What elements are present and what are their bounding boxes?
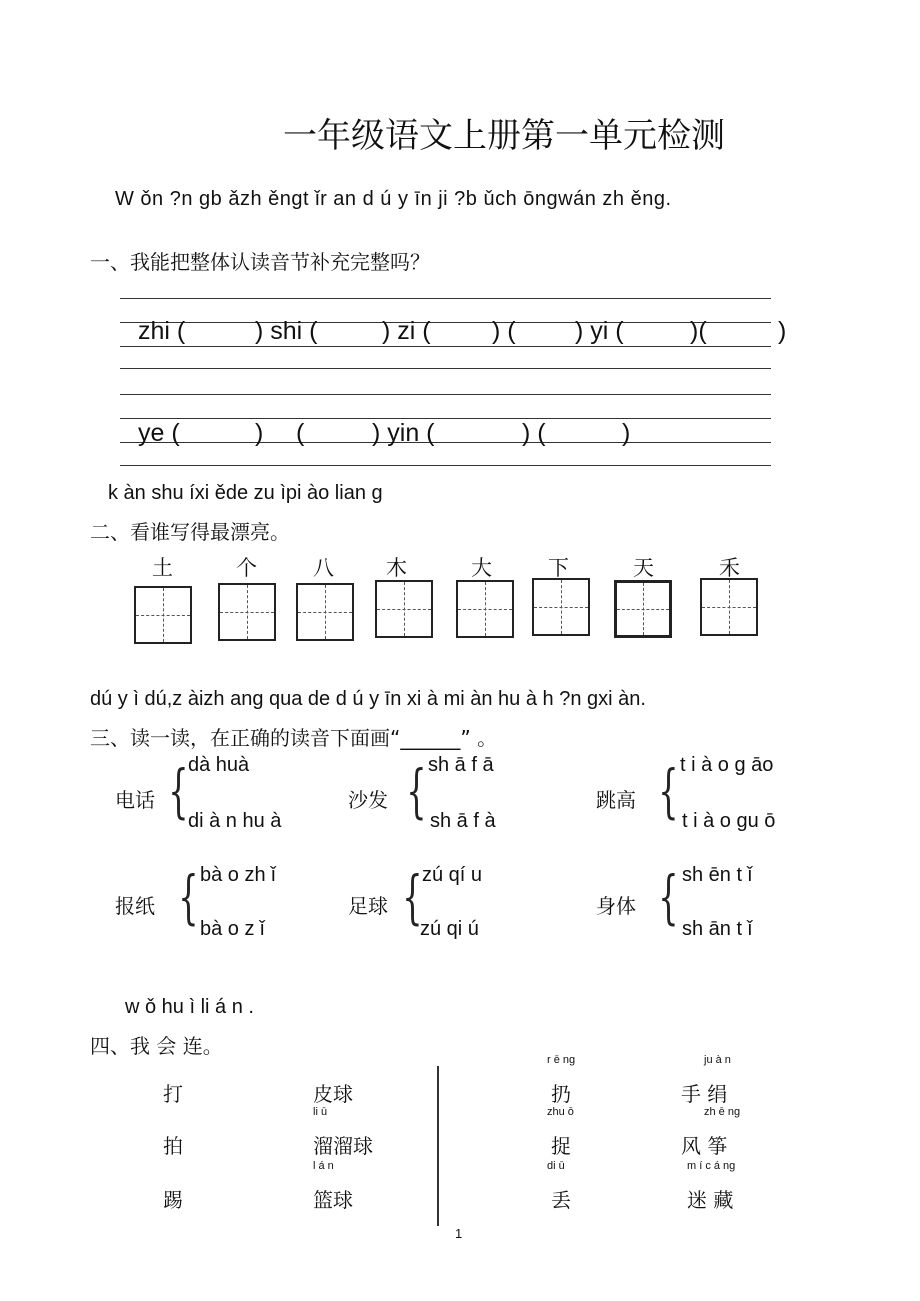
verb-item[interactable]: 扔 xyxy=(551,1082,571,1106)
section-4-heading: 四、我 会 连。 xyxy=(90,1034,223,1058)
noun-item[interactable]: 溜溜球 xyxy=(313,1134,373,1158)
noun-item[interactable]: 皮球 xyxy=(313,1082,353,1106)
model-character: 木 xyxy=(386,556,407,580)
syllable-blank: ye ( xyxy=(138,419,180,447)
syllable-blank: ) shi ( xyxy=(255,317,318,345)
pinyin-annotation: zh ē ng xyxy=(704,1106,741,1118)
word-item: 足球 xyxy=(348,894,388,918)
pinyin-annotation: zhu ō xyxy=(547,1106,574,1118)
section-2-heading: 二、看谁写得最漂亮。 xyxy=(90,520,290,544)
pinyin-option[interactable]: sh ān t ǐ xyxy=(682,918,753,940)
section-1-heading: 一、我能把整体认读音节补充完整吗？ xyxy=(90,250,430,274)
pinyin-option[interactable]: zú qi ú xyxy=(420,918,479,940)
divider-line xyxy=(437,1066,439,1226)
verb-item[interactable]: 打 xyxy=(163,1082,183,1106)
pinyin-option[interactable]: di à n hu à xyxy=(188,810,282,832)
model-character: 禾 xyxy=(719,556,740,580)
pinyin-instruction-4: w ǒ hu ì li á n . xyxy=(125,996,254,1018)
word-item: 跳高 xyxy=(596,788,636,812)
syllable-blank: ) yin ( xyxy=(372,419,435,447)
verb-item[interactable]: 捉 xyxy=(551,1134,571,1158)
pinyin-option[interactable]: t i à o g āo xyxy=(680,754,774,776)
syllable-blank: ) xyxy=(778,317,787,345)
page-title: 一年级语文上册第一单元检测 xyxy=(283,116,725,156)
syllable-blank: ) ( xyxy=(522,419,546,447)
model-character: 土 xyxy=(152,556,173,580)
writing-grid-box[interactable] xyxy=(375,580,433,638)
syllable-blank: ) xyxy=(255,419,264,447)
syllable-blank: ) zi ( xyxy=(382,317,431,345)
syllable-blank: ) xyxy=(622,419,631,447)
pinyin-option[interactable]: t i à o gu ō xyxy=(682,810,776,832)
writing-line xyxy=(120,465,771,466)
pinyin-option[interactable]: sh ā f ā xyxy=(428,754,494,776)
section-3-heading: 三、读一读，在正确的读音下面画“______” 。 xyxy=(90,726,498,750)
model-character: 天 xyxy=(633,556,654,580)
word-item: 电话 xyxy=(115,788,155,812)
writing-grid-box[interactable] xyxy=(134,586,192,644)
syllable-blank: zhi ( xyxy=(138,317,186,345)
pinyin-annotation: li ū xyxy=(313,1106,328,1118)
word-item: 报纸 xyxy=(115,894,155,918)
syllable-blank: ) yi ( xyxy=(575,317,624,345)
writing-line xyxy=(120,368,771,369)
model-character: 大 xyxy=(471,556,492,580)
brace-icon: { xyxy=(402,863,423,931)
writing-grid-box[interactable] xyxy=(532,578,590,636)
syllable-blank: ) ( xyxy=(492,317,516,345)
pinyin-instruction-3: dú y ì dú,z àizh ang qua de d ú y īn xi à mi àn hu à h ?n ɡxi àn. xyxy=(90,688,646,710)
pinyin-option[interactable]: sh ēn t ǐ xyxy=(682,864,753,886)
word-item: 沙发 xyxy=(348,788,388,812)
page-number: 1 xyxy=(455,1226,463,1241)
writing-grid-box[interactable] xyxy=(456,580,514,638)
pinyin-option[interactable]: bà o zh ǐ xyxy=(200,864,276,886)
model-character: 下 xyxy=(548,556,569,580)
writing-grid-box[interactable] xyxy=(614,580,672,638)
pinyin-option[interactable]: bà o z ǐ xyxy=(200,918,265,940)
writing-line xyxy=(120,322,771,323)
pinyin-option[interactable]: dà huà xyxy=(188,754,250,776)
pinyin-option[interactable]: sh ā f à xyxy=(430,810,496,832)
pinyin-annotation: l á n xyxy=(313,1160,334,1172)
verb-item[interactable]: 拍 xyxy=(163,1134,183,1158)
pinyin-instruction-1: W ǒn ?n ɡb ǎzh ěnɡt ǐr an d ú y īn ji ?b ǔch ōnɡwán zh ěnɡ. xyxy=(115,188,672,210)
pinyin-annotation: r ē ng xyxy=(547,1054,576,1066)
verb-item[interactable]: 丢 xyxy=(551,1188,571,1212)
brace-icon: { xyxy=(658,757,679,825)
syllable-blank: ( xyxy=(296,419,305,447)
model-character: 八 xyxy=(313,556,334,580)
writing-line xyxy=(120,418,771,419)
writing-grid-box[interactable] xyxy=(296,583,354,641)
pinyin-annotation: m í c á ng xyxy=(687,1160,736,1172)
model-character: 个 xyxy=(236,556,257,580)
pinyin-annotation: ju à n xyxy=(704,1054,731,1066)
brace-icon: { xyxy=(178,863,199,931)
noun-item[interactable]: 篮球 xyxy=(313,1188,353,1212)
verb-item[interactable]: 踢 xyxy=(163,1188,183,1212)
pinyin-option[interactable]: zú qí u xyxy=(422,864,483,886)
writing-line xyxy=(120,394,771,395)
writing-grid-box[interactable] xyxy=(700,578,758,636)
brace-icon: { xyxy=(406,757,427,825)
noun-item[interactable]: 风 筝 xyxy=(681,1134,728,1158)
syllable-blank: )( xyxy=(690,317,707,345)
noun-item[interactable]: 手 绢 xyxy=(681,1082,728,1106)
pinyin-annotation: di ū xyxy=(547,1160,565,1172)
writing-line xyxy=(120,346,771,347)
writing-grid-box[interactable] xyxy=(218,583,276,641)
noun-item[interactable]: 迷 藏 xyxy=(687,1188,734,1212)
writing-line xyxy=(120,442,771,443)
brace-icon: { xyxy=(168,757,189,825)
writing-line xyxy=(120,298,771,299)
word-item: 身体 xyxy=(596,894,636,918)
brace-icon: { xyxy=(658,863,679,931)
pinyin-instruction-2: k àn shu íxi ěde zu ìpi ào lian ɡ xyxy=(108,482,383,504)
